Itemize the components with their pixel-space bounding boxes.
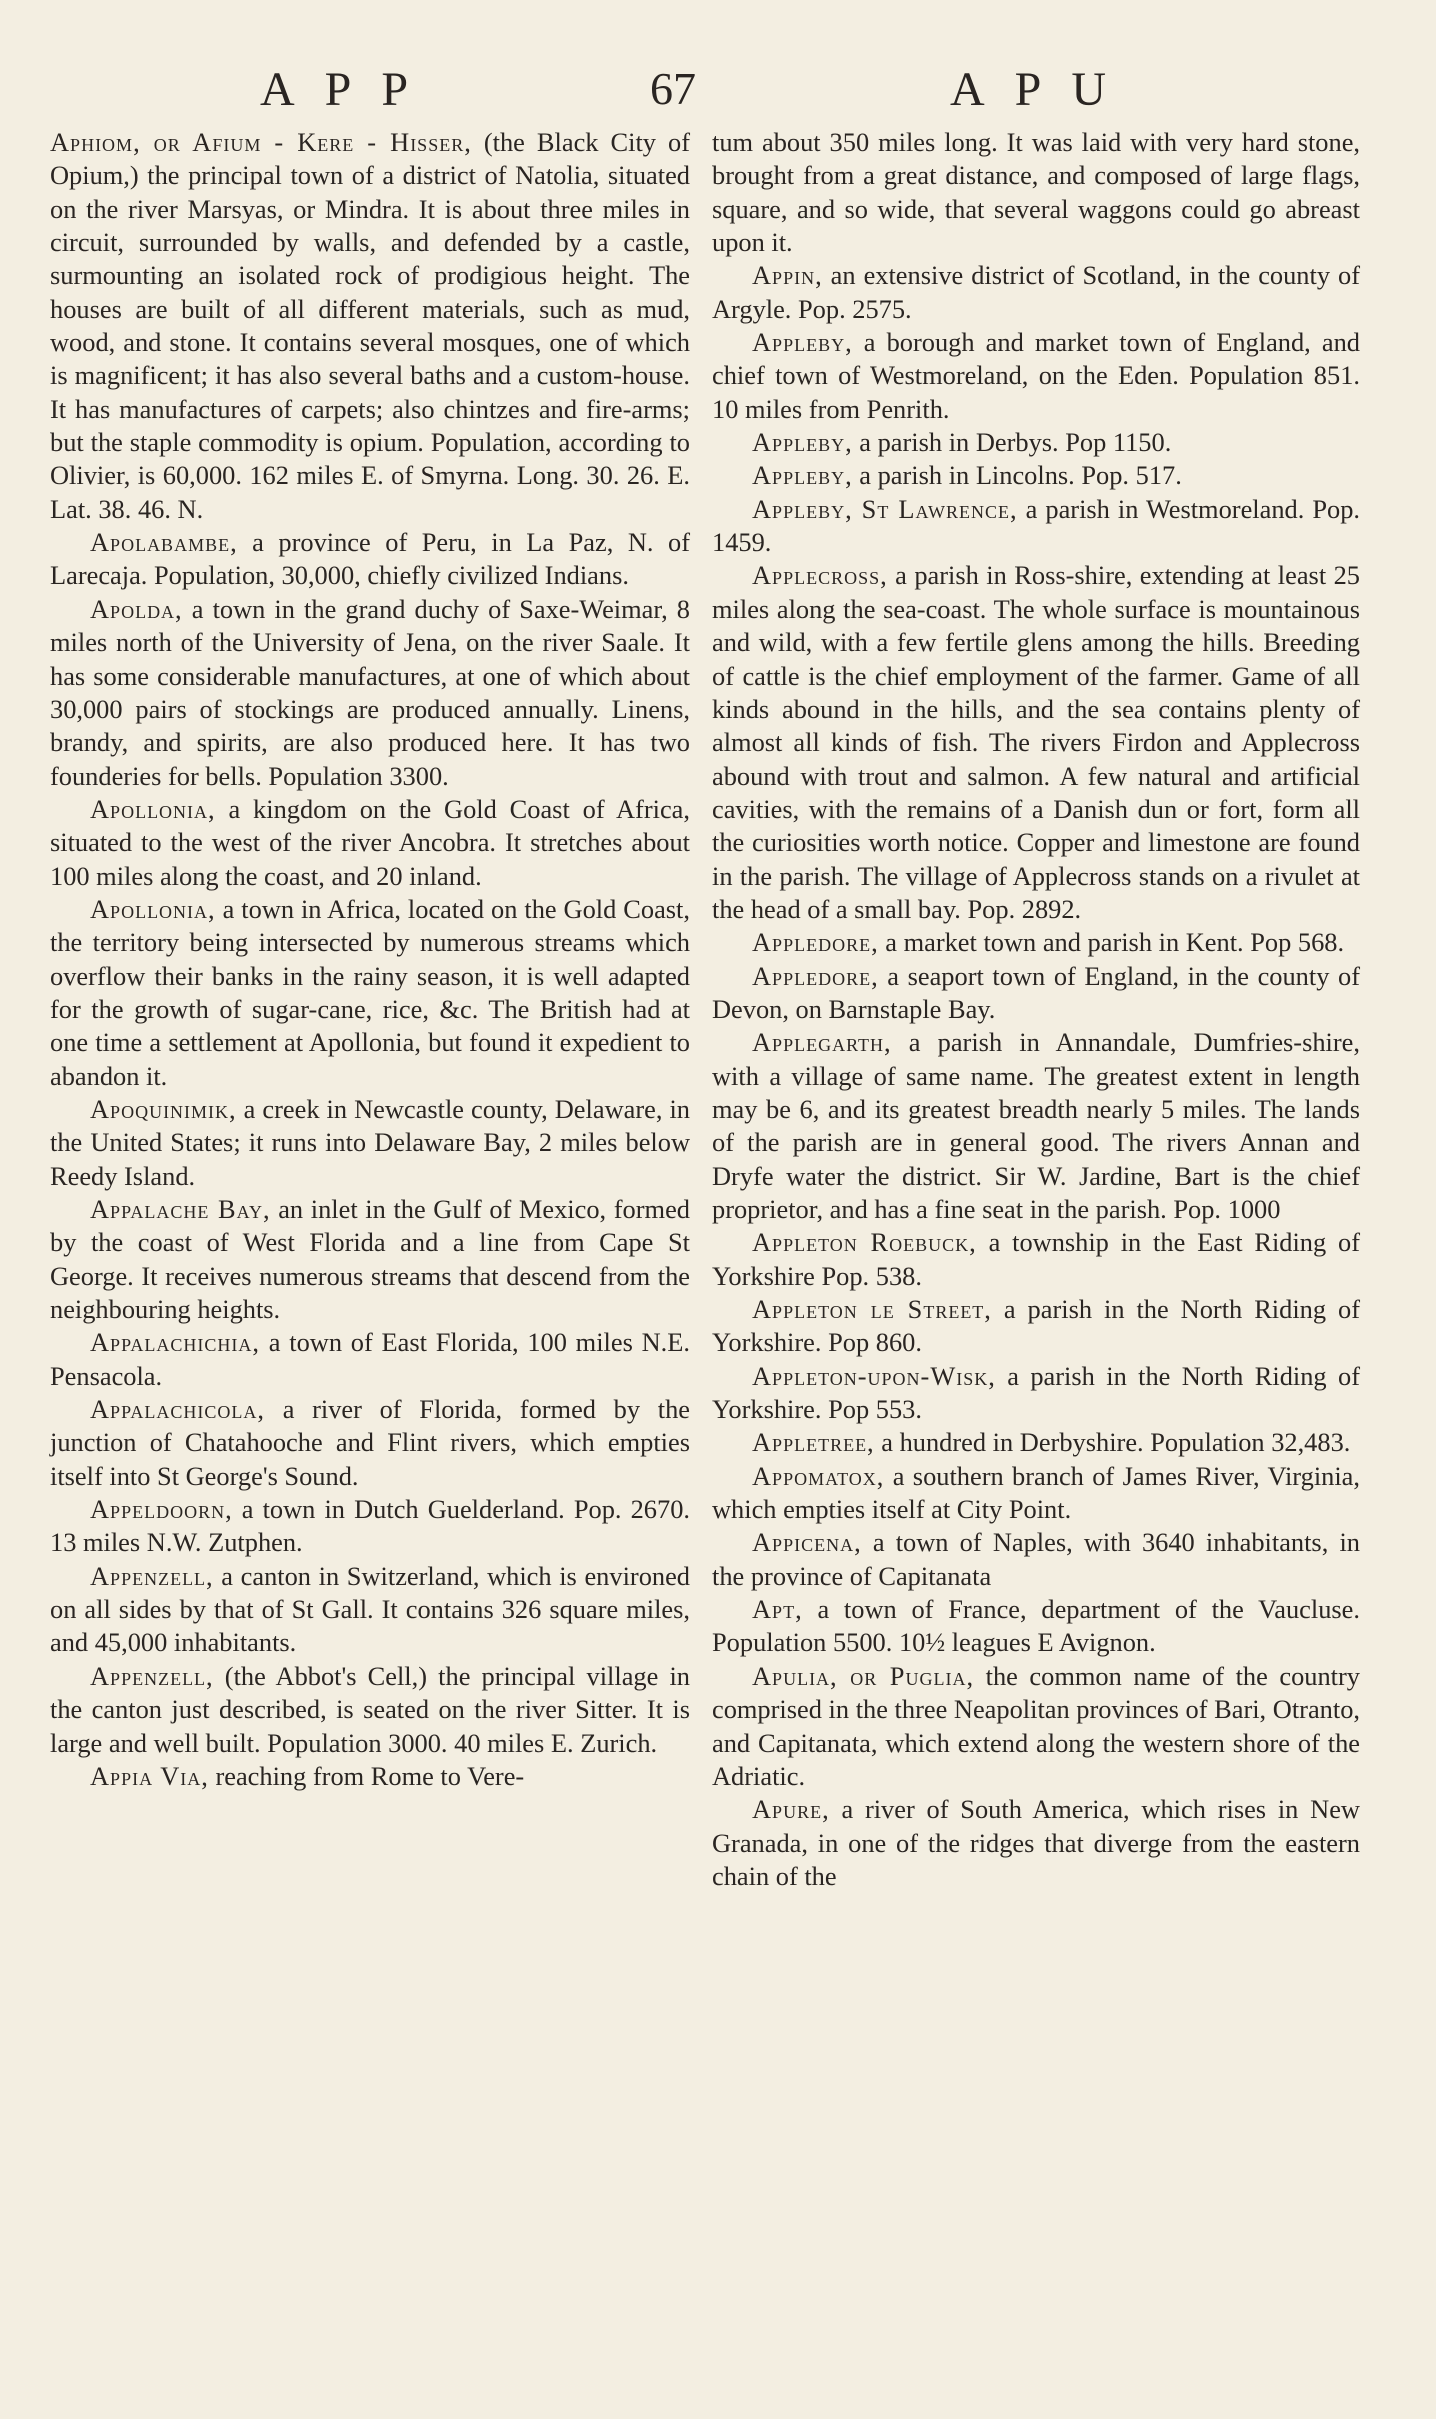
dictionary-entry [712, 1593, 1360, 1660]
entry-text: (the Abbot's Cell,) the principal village in the canton just described, is seated on the river Sitter. It is large and well built. Population 3000. 40 miles E. Zurich. [50, 1660, 690, 1758]
page-number: 67 [650, 63, 696, 114]
dictionary-entry [50, 593, 690, 793]
dictionary-entry [712, 426, 1360, 459]
dictionary-entry [712, 1526, 1360, 1593]
entry-text: a river of Florida, formed by the junction of Chatahooche and Flint rivers, which empties itself into St George's Sound. [50, 1394, 690, 1491]
dictionary-entry [50, 526, 690, 593]
entry-headword: Appleton le Street, [752, 1294, 992, 1325]
entry-text: a canton in Switzerland, which is environed on all sides by that of St Gall. It contains 326 square miles, and 45,000 inhabitants. [50, 1560, 690, 1658]
entry-headword: Appalachicola, [90, 1394, 266, 1425]
entry-text: a town in Dutch Guelderland. Pop. 2670. 13 miles N.W. Zutphen. [50, 1494, 690, 1558]
dictionary-entry [712, 1360, 1360, 1427]
dictionary-entry [712, 1026, 1360, 1226]
dictionary-entry [712, 259, 1360, 326]
entry-headword: Appledore, [752, 960, 879, 991]
dictionary-entry [50, 1660, 690, 1760]
entry-headword: Appletree, [752, 1427, 875, 1458]
entry-headword: Appleton-upon-Wisk, [752, 1360, 996, 1391]
dictionary-entry [50, 126, 690, 526]
entry-headword: Aphiom, or Afium - Kere - Hisser, [50, 127, 472, 157]
entry-text: a town in Africa, located on the Gold Coast, the territory being intersected by numerous streams which overflow their banks in the rainy season, it is well adapted for the growth of sugar-cane, rice, &c. The British had at one time a settlement at Apollonia, but found it expedient to abandon it. [50, 893, 690, 1091]
entry-text: a town in the grand duchy of Saxe-Weimar, 8 miles north of the University of Jena, on the river Saale. It has some considerable manufactures, at one of which about 30,000 pairs of stockings are produced annually. Linens, brandy, and spirits, are also produced here. It has two founderies for bells. Population 3300. [50, 593, 690, 791]
entry-text: a river of South America, which rises in New Granada, in one of the ridges that diverge from the eastern chain of the [712, 1794, 1360, 1891]
entry-text: a creek in Newcastle county, Delaware, in the United States; it runs into Delaware Bay, 2 miles below Reedy Island. [50, 1093, 690, 1191]
entry-headword: Appomatox, [752, 1460, 885, 1491]
entry-text: (the Black City of Opium,) the principal town of a district of Natolia, situated on the river Marsyas, or Mindra. It is about three miles in circuit, surrounded by walls, and defended by a castle, surmounting an isolated rock of prodigious height. The houses are built of all different materials, such as mud, wood, and stone. It contains several mosques, one of which is magnificent; it has also several baths and a custom-house. It has manufactures of carpets; also chintzes and fire-arms; but the staple commodity is opium. Population, according to Olivier, is 60,000. 162 miles E. of Smyrna. Long. 30. 26. E. Lat. 38. 46. N. [50, 127, 690, 524]
entry-headword: Appicena, [752, 1527, 862, 1558]
entry-text: a southern branch of James River, Virginia, which empties itself at City Point. [712, 1460, 1360, 1525]
entry-headword: Appleby, [752, 327, 853, 358]
entry-text: tum about 350 miles long. It was laid with very hard stone, brought from a great distance, and composed of large flags, square, and so wide, that several waggons could go abreast upon it. [712, 127, 1360, 258]
entry-text: a parish in Derbys. Pop 1150. [852, 427, 1172, 458]
dictionary-entry [712, 459, 1360, 492]
entry-headword: Appia Via, [90, 1760, 209, 1791]
entry-text: a province of Peru, in La Paz, N. of Larecaja. Population, 30,000, chiefly civilized Indians. [50, 527, 690, 591]
entry-headword: Appleby, [752, 460, 853, 491]
dictionary-entry [712, 493, 1360, 560]
dictionary-entry [712, 1426, 1360, 1459]
dictionary-entry [50, 893, 690, 1093]
entry-headword: Appleton Roebuck, [752, 1227, 977, 1258]
entry-text: reaching from Rome to Vere- [208, 1760, 525, 1791]
entry-text: an inlet in the Gulf of Mexico, formed by the coast of West Florida and a line from Cape St George. It receives numerous streams that descend from the neighbouring heights. [50, 1194, 690, 1325]
entry-text: a town of France, department of the Vaucluse. Population 5500. 10½ leagues E Avignon. [712, 1594, 1360, 1658]
entry-headword: Apolabambe, [90, 527, 238, 558]
entry-text: the common name of the country comprised in the three Neapolitan provinces of Bari, Otranto, and Capitanata, which extend along the western shore of the Adriatic. [712, 1660, 1360, 1791]
dictionary-entry [50, 1760, 690, 1793]
entry-headword: Applecross, [752, 560, 888, 591]
dictionary-entry [50, 1326, 690, 1393]
entry-headword: Apoquinimik, [90, 1093, 237, 1124]
entry-text: a parish in Westmoreland. Pop. 1459. [712, 493, 1360, 558]
entry-text: a borough and market town of England, and chief town of Westmoreland, on the Eden. Population 851. 10 miles from Penrith. [712, 327, 1360, 424]
dictionary-entry [712, 1293, 1360, 1360]
entry-headword: Apt, [752, 1594, 803, 1625]
dictionary-entry [712, 926, 1360, 959]
entry-text: a seaport town of England, in the county of Devon, on Barnstaple Bay. [712, 960, 1360, 1024]
entry-headword: Applegarth, [752, 1027, 892, 1058]
dictionary-entry [50, 1093, 690, 1193]
entry-text: a town of East Florida, 100 miles N.E. Pensacola. [50, 1327, 690, 1391]
dictionary-entry [712, 1460, 1360, 1527]
dictionary-entry [712, 559, 1360, 926]
dictionary-entry [712, 960, 1360, 1027]
entry-headword: Apollonia, [90, 793, 216, 824]
entry-headword: Apolda, [90, 593, 183, 624]
dictionary-entry [712, 1660, 1360, 1793]
left-column [50, 126, 690, 1793]
entry-text: a parish in Lincolns. Pop. 517. [852, 460, 1182, 491]
dictionary-entry [50, 1493, 690, 1560]
entry-text: a market town and parish in Kent. Pop 568. [878, 927, 1345, 958]
dictionary-entry [712, 126, 1360, 259]
entry-headword: Appin, [752, 260, 823, 291]
page-header [260, 62, 1140, 116]
dictionary-entry [50, 1393, 690, 1493]
entry-text: a parish in the North Riding of Yorkshire. Pop 553. [712, 1360, 1360, 1425]
entry-text: a township in the East Riding of Yorkshire Pop. 538. [712, 1227, 1360, 1291]
header-right-word: APU [950, 63, 1137, 116]
entry-headword: Appledore, [752, 927, 879, 958]
entry-headword: Appalachichia, [90, 1327, 261, 1358]
entry-headword: Apure, [752, 1794, 830, 1825]
entry-headword: Appleby, St Lawrence, [752, 493, 1018, 524]
entry-text: a hundred in Derbyshire. Population 32,483. [874, 1427, 1351, 1458]
entry-headword: Appleby, [752, 427, 853, 458]
entry-text: a parish in the North Riding of Yorkshire. Pop 860. [712, 1294, 1360, 1358]
entry-headword: Appenzell, [90, 1560, 214, 1591]
entry-headword: Appeldoorn, [90, 1494, 233, 1525]
entry-text: a town of Naples, with 3640 inhabitants, in the province of Capitanata [712, 1527, 1360, 1591]
dictionary-entry [50, 793, 690, 893]
header-left-word: APP [260, 63, 439, 116]
entry-text: an extensive district of Scotland, in the county of Argyle. Pop. 2575. [712, 260, 1360, 324]
dictionary-entry [712, 326, 1360, 426]
entry-headword: Apulia, or Puglia, [752, 1660, 975, 1691]
entry-headword: Apollonia, [90, 893, 216, 924]
entry-text: a parish in Ross-shire, extending at least 25 miles along the sea-coast. The whole surface is mountainous and wild, with a few fertile glens among the hills. Breeding of cattle is the chief employment of the farmer. Game of all kinds abound in the hills, and the sea contains plenty of almost all kinds of fish. The rivers Firdon and Applecross abound with trout and salmon. A few natural and artificial cavities, with the remains of a Danish dun or fort, form all the curiosities worth notice. Copper and limestone are found in the parish. The village of Applecross stands on a rivulet at the head of a small bay. Pop. 2892. [712, 560, 1360, 924]
entry-headword: Appenzell, [90, 1660, 214, 1691]
dictionary-entry [50, 1560, 690, 1660]
entry-text: a parish in Annandale, Dumfries-shire, with a village of same name. The greatest extent in length may be 6, and its greatest breadth nearly 5 miles. The lands of the parish are in general good. The rivers Annan and Dryfe water the district. Sir W. Jardine, Bart is the chief proprietor, and has a fine seat in the parish. Pop. 1000 [712, 1027, 1360, 1224]
dictionary-entry [712, 1793, 1360, 1893]
dictionary-entry [50, 1193, 690, 1326]
dictionary-entry [712, 1226, 1360, 1293]
right-column [712, 126, 1360, 1893]
entry-text: a kingdom on the Gold Coast of Africa, situated to the west of the river Ancobra. It stretches about 100 miles along the coast, and 20 inland. [50, 793, 690, 891]
entry-headword: Appalache Bay, [90, 1194, 271, 1224]
